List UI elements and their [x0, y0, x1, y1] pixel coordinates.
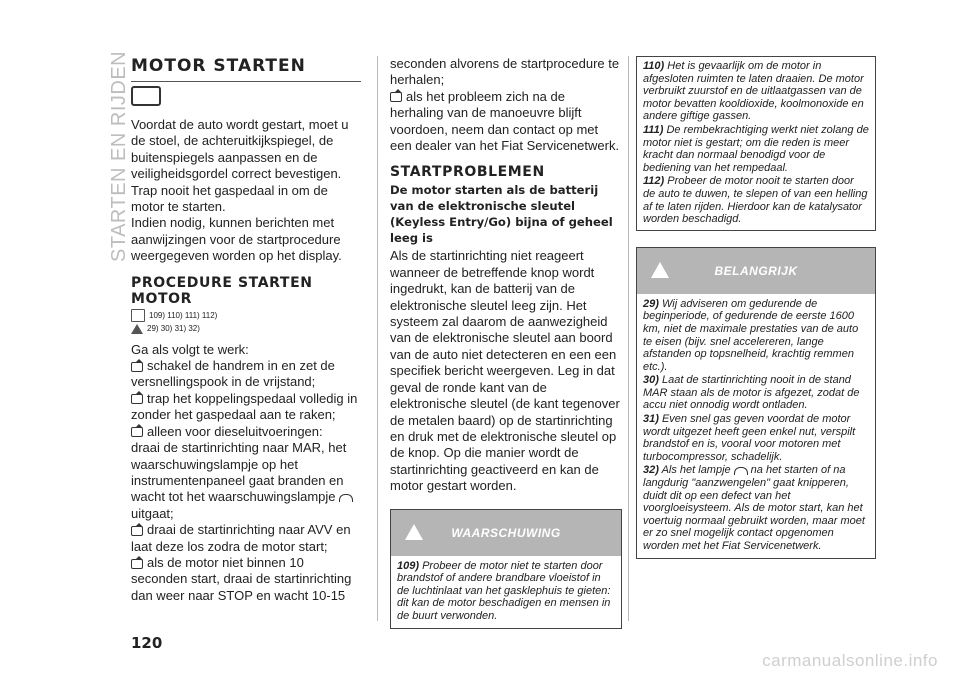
section-heading: PROCEDURE STARTEN MOTOR [131, 274, 313, 307]
intro-paragraph: Voordat de auto wordt gestart, moet u de stoel, de achteruitkijkspiegel, de buitenspiegels aanpassen en de veiligheidsgordel correct bevestigen. [131, 117, 349, 182]
body-paragraph: Als de startinrichting niet reageert wanneer de betreffende knop wordt ingedrukt, kan de batterij van de elektronische sleutel leeg zijn. Het systeem zal daarom de aanwezigheid van de elektronische sleutel aan boord van de auto niet detecteren en een een specifiek bericht weergeven. Leg in dat geval de ronde kant van de elektronische sleutel (de kant tegenover de metalen baard) op de startinrichting en druk met de elektronische sleutel op de knop. Op die manier wordt de startinrichting geactiveerd en kan de motor gestart worden. [390, 248, 620, 494]
important-note: 32) Als het lampje na het starten of na langdurig "aanzwengelen" gaat knipperen, duidt dit op een defect van het voorgloeisysteem. Als de motor start, kan het voertuig normaal gebruikt worden, maar moet er zo snel mogelijk contact opgenomen worden met het Fiat Servicenetwerk. [643, 464, 865, 552]
lead-text: Ga als volgt te werk: [131, 341, 249, 357]
bullet-arrow-icon [131, 559, 143, 569]
diesel-instruction: draai de startinrichting naar MAR, het waarschuwingslampje op het instrumentenpaneel gaat branden en wacht tot het waarschuwingslampje [131, 440, 361, 506]
page-title: MOTOR STARTEN [131, 56, 361, 82]
column-divider [628, 56, 629, 621]
step-item: als de motor niet binnen 10 seconden start, draai de startinrichting dan weer naar STOP en wacht 10-15 [131, 554, 352, 603]
diesel-instruction-end: uitgaat; [131, 505, 174, 521]
column-1 [131, 56, 361, 604]
book-references: 109) 110) 111) 112) [131, 309, 361, 322]
step-item: als het probleem zich na de herhaling van de manoeuvre blijft voordoen, neem dan contact op met een dealer van het Fiat Servicenetwerk. [390, 88, 620, 154]
important-icon [651, 262, 669, 278]
bullet-arrow-icon [131, 362, 143, 372]
continued-text: seconden alvorens de startprocedure te herhalen; [390, 56, 620, 88]
intro-paragraph: Indien nodig, kunnen berichten met aanwijzingen voor de startprocedure weergegeven worden op het display. [131, 215, 342, 264]
bullet-arrow-icon [131, 394, 143, 404]
important-note: 30) Laat de startinrichting nooit in de stand MAR staan als de motor is afgezet, zodat de accu niet onnodig wordt ontladen. [643, 374, 860, 412]
column-divider [377, 56, 378, 621]
warning-references: 29) 30) 31) 32) [131, 324, 361, 334]
step-item: trap het koppelingspedaal volledig in zonder het gaspedaal aan te raken; [131, 390, 358, 423]
warning-header: WAARSCHUWING [391, 510, 621, 556]
book-icon [131, 309, 145, 322]
step-item: draai de startinrichting naar AVV en laat deze los zodra de motor start; [131, 522, 351, 554]
step-item: alleen voor dieseluitvoeringen: [131, 424, 361, 440]
warning-note: 110) Het is gevaarlijk om de motor in afgesloten ruimten te laten draaien. De motor verbruikt zuurstof en de uitlaatgassen van de motor bevatten kooldioxide, koolmonoxide en andere giftige gassen. [643, 60, 864, 123]
warning-note: 111) De rembekrachtiging werkt niet zolang de motor niet is gestart; om die reden is meer kracht dan normaal benodigd voor de bediening van het rempedaal. [643, 123, 869, 174]
watermark: carmanualsonline.info [762, 651, 938, 670]
warning-note: 109) Probeer de motor niet te starten door brandstof of andere brandbare vloeistof in de luchtinlaat van het gasklephuis te gieten: dit kan de motor beschadigen en mensen in de buurt verwonden. [397, 559, 611, 622]
column-3 [636, 56, 876, 559]
section-heading: STARTPROBLEMEN [390, 164, 545, 181]
important-header: BELANGRIJK [637, 248, 875, 294]
section-side-tab: STARTEN EN RIJDEN [108, 50, 130, 262]
warning-triangle-icon [131, 324, 143, 334]
important-note: 31) Even snel gas geven voordat de motor wordt uitgezet heeft geen enkel nut, verspilt brandstof en is, vooral voor motoren met turbocompressor, schadelijk. [643, 413, 856, 463]
warning-note: 112) Probeer de motor nooit te starten door de auto te duwen, te slepen of van een helling af te laten rijden. Hierdoor kan de katalysator worden beschadigd. [643, 175, 868, 226]
column-2 [390, 56, 622, 629]
important-note: 29) Wij adviseren om gedurende de beginperiode, of gedurende de eerste 1600 km, niet de maximale prestaties van de auto te eisen (bijv. snel accelereren, lange afstanden op topsnelheid, krachtig remmen etc.). [643, 297, 859, 373]
bullet-arrow-icon [390, 92, 402, 102]
glow-plug-lamp-icon [339, 494, 353, 502]
glow-plug-lamp-icon [734, 467, 748, 475]
engine-start-icon [131, 86, 161, 106]
page-number: 120 [131, 634, 163, 652]
step-item: schakel de handrem in en zet de versnellingspook in de vrijstand; [131, 358, 335, 390]
intro-paragraph: Trap nooit het gaspedaal in om de motor te starten. [131, 182, 328, 215]
warning-notes-continued [636, 56, 876, 231]
warning-triangle-icon [405, 524, 423, 540]
sub-heading: De motor starten als de batterij van de elektronische sleutel (Keyless Entry/Go) bijna of geheel leeg is [390, 183, 613, 246]
warning-box [390, 509, 622, 629]
bullet-arrow-icon [131, 526, 143, 536]
bullet-arrow-icon [131, 427, 143, 437]
important-box [636, 247, 876, 559]
